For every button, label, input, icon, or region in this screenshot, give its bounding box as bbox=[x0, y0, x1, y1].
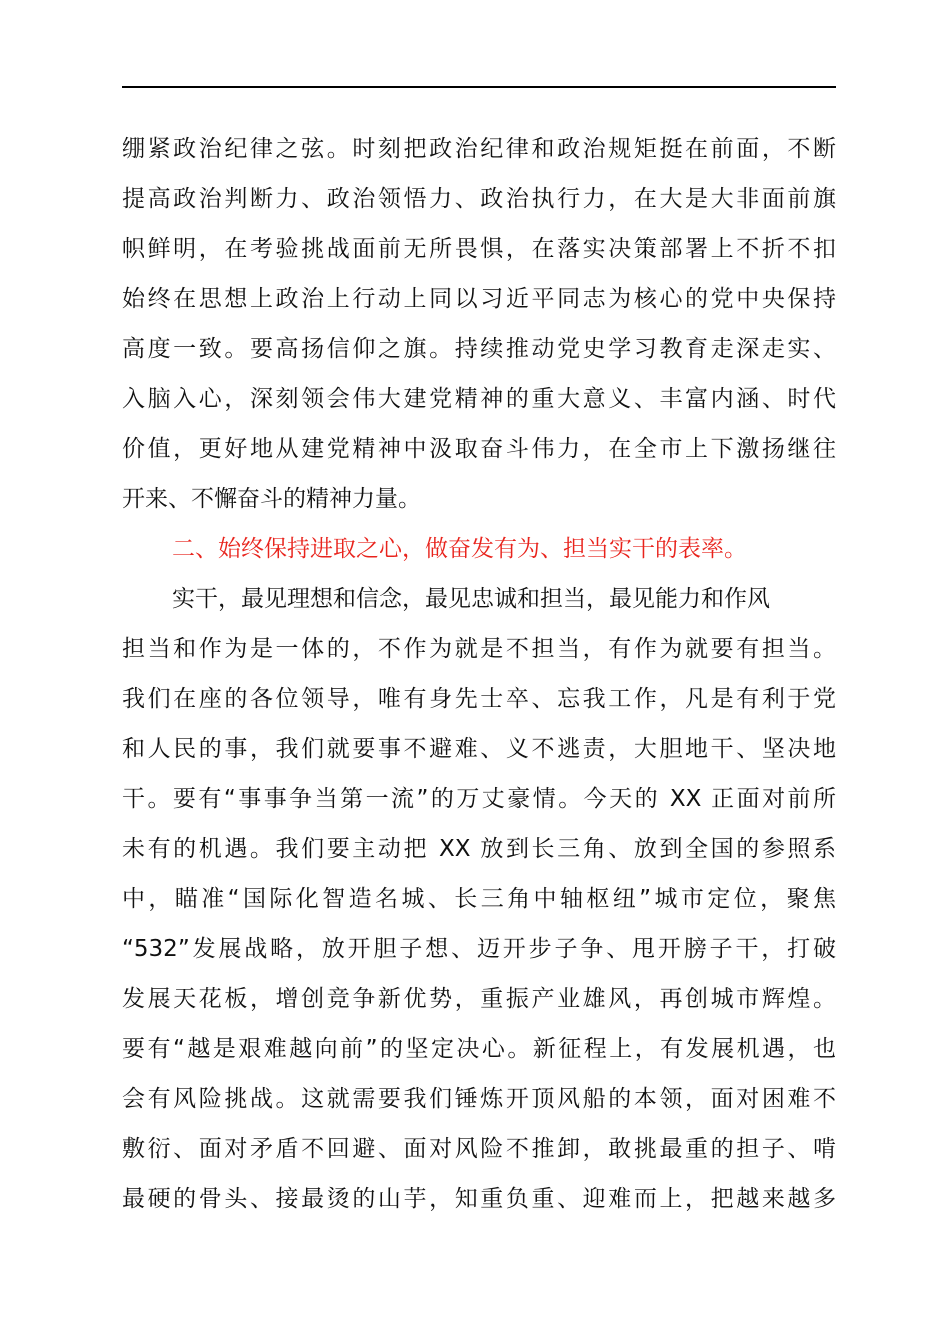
paragraph-line: 敷衍、面对矛盾不回避、面对风险不推卸，敢挑最重的担子、啃 bbox=[122, 1136, 836, 1162]
header-rule bbox=[122, 86, 836, 88]
paragraph-line: 最硬的骨头、接最烫的山芋，知重负重、迎难而上，把越来越多 bbox=[122, 1186, 836, 1212]
paragraph-line: 绷紧政治纪律之弦。时刻把政治纪律和政治规矩挺在前面，不断 bbox=[122, 136, 836, 162]
paragraph-line: “532”发展战略，放开胆子想、迈开步子争、甩开膀子干，打破 bbox=[122, 936, 836, 962]
paragraph-line: 和人民的事，我们就要事不避难、义不逃责，大胆地干、坚决地 bbox=[122, 736, 836, 762]
paragraph-line: 始终在思想上政治上行动上同以习近平同志为核心的党中央保持 bbox=[122, 286, 836, 312]
paragraph-line: 提高政治判断力、政治领悟力、政治执行力，在大是大非面前旗 bbox=[122, 186, 836, 212]
paragraph-line: 入脑入心，深刻领会伟大建党精神的重大意义、丰富内涵、时代 bbox=[122, 386, 836, 412]
body-text bbox=[122, 124, 836, 1224]
paragraph-line: 担当和作为是一体的，不作为就是不担当，有作为就要有担当。 bbox=[122, 636, 836, 662]
paragraph-line: 会有风险挑战。这就需要我们锤炼开顶风船的本领，面对困难不 bbox=[122, 1086, 836, 1112]
paragraph-line: 中，瞄准“国际化智造名城、长三角中轴枢纽”城市定位，聚焦 bbox=[122, 886, 836, 912]
paragraph-line: 实干，最见理想和信念，最见忠诚和担当，最见能力和作风 bbox=[172, 586, 770, 612]
paragraph-line: 要有“越是艰难越向前”的坚定决心。新征程上，有发展机遇，也 bbox=[122, 1036, 836, 1062]
paragraph-line: 干。要有“事事争当第一流”的万丈豪情。今天的 XX 正面对前所 bbox=[122, 786, 836, 812]
paragraph-line: 发展天花板，增创竞争新优势，重振产业雄风，再创城市辉煌。 bbox=[122, 986, 836, 1012]
paragraph-line: 价值，更好地从建党精神中汲取奋斗伟力，在全市上下激扬继往 bbox=[122, 436, 836, 462]
paragraph-line: 高度一致。要高扬信仰之旗。持续推动党史学习教育走深走实、 bbox=[122, 336, 836, 362]
paragraph-line: 开来、不懈奋斗的精神力量。 bbox=[122, 486, 421, 512]
section-heading: 二、始终保持进取之心，做奋发有为、担当实干的表率。 bbox=[172, 536, 747, 562]
paragraph-line: 我们在座的各位领导，唯有身先士卒、忘我工作，凡是有利于党 bbox=[122, 686, 836, 712]
paragraph-line: 未有的机遇。我们要主动把 XX 放到长三角、放到全国的参照系 bbox=[122, 836, 836, 862]
paragraph-line: 帜鲜明，在考验挑战面前无所畏惧，在落实决策部署上不折不扣 bbox=[122, 236, 836, 262]
